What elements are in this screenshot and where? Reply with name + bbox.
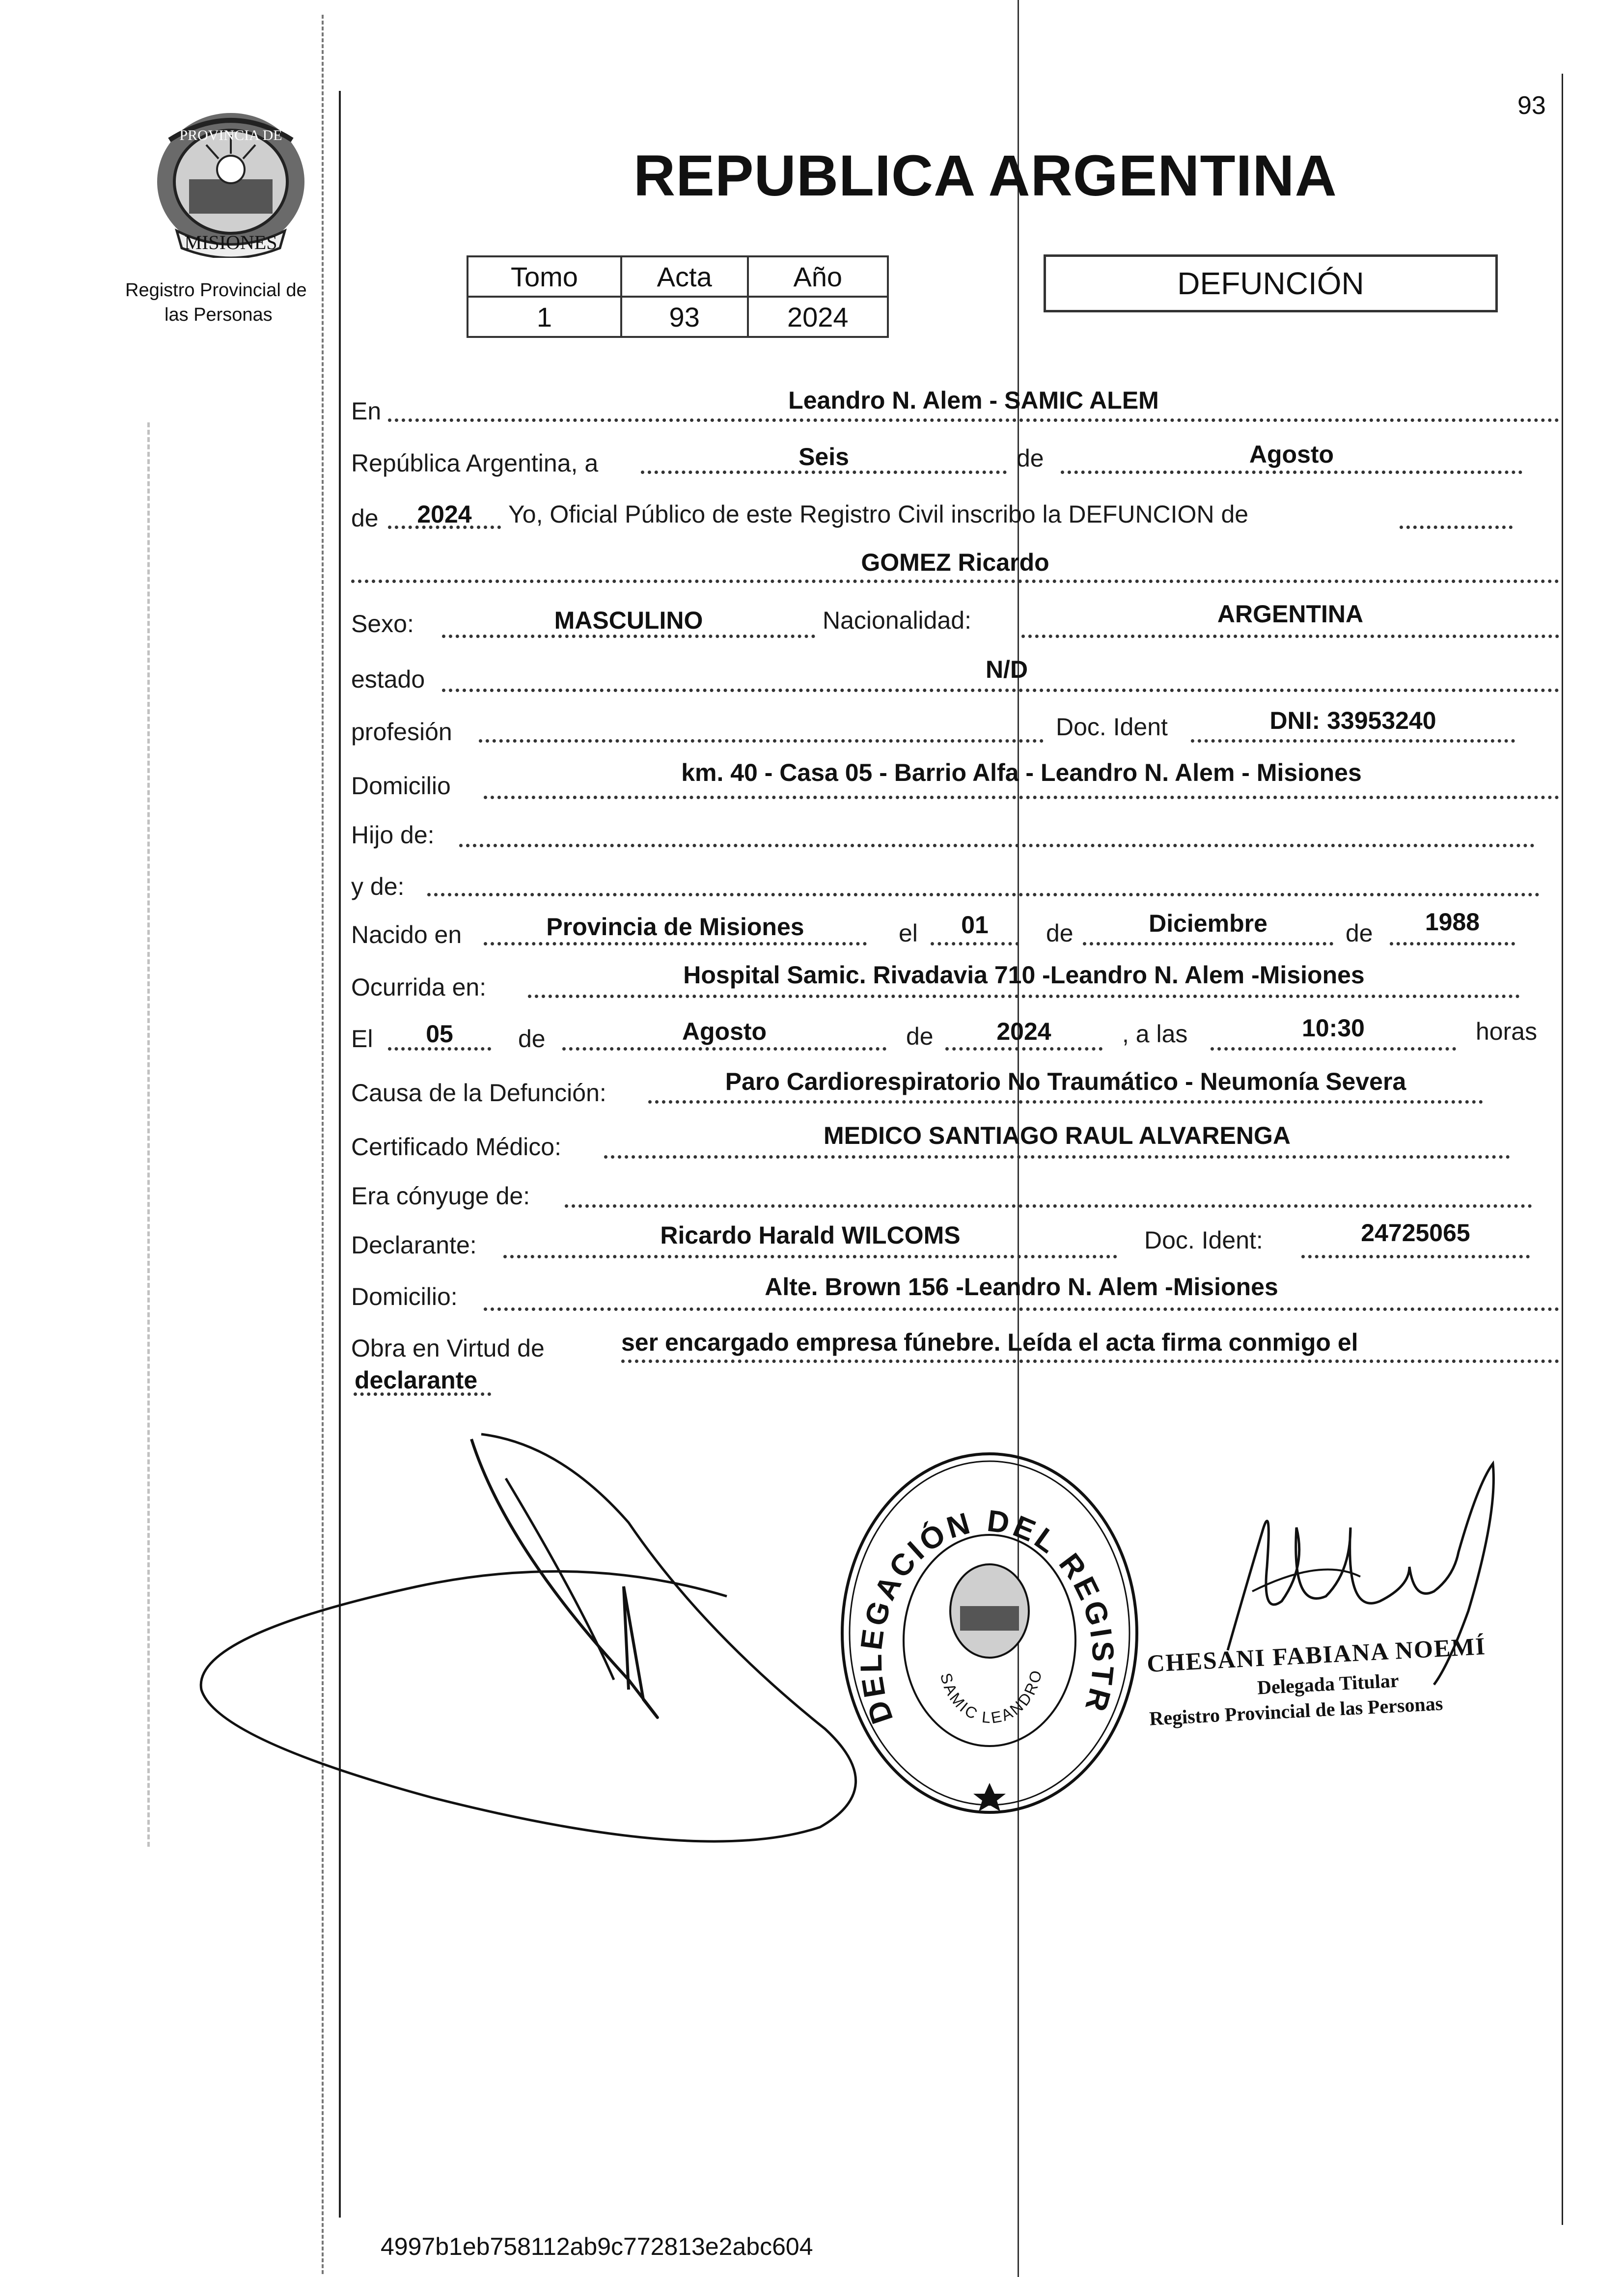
left-margin-rule: [339, 91, 341, 2218]
label-horas: horas: [1476, 1018, 1538, 1045]
label-de-birth-year: de: [1346, 919, 1373, 947]
ocurrida-value: Hospital Samic. Rivadavia 710 -Leandro N. Alem -Misiones: [683, 961, 1365, 989]
dotted-line: [479, 739, 1044, 743]
dotted-line: [528, 995, 1520, 998]
stamp-name: CHESANI FABIANA NOEMÍ: [1146, 1632, 1487, 1678]
label-a-las: , a las: [1122, 1020, 1188, 1048]
death-month: Agosto: [682, 1018, 767, 1045]
dotted-line: [388, 418, 1559, 422]
anio-value: 2024: [748, 297, 888, 337]
tomo-acta-table: [467, 255, 889, 338]
causa-value: Paro Cardiorespiratorio No Traumático - Neumonía Severa: [725, 1068, 1406, 1095]
dotted-line: [1400, 526, 1513, 529]
declarante-doc: 24725065: [1361, 1219, 1470, 1247]
label-sexo: Sexo:: [351, 610, 414, 638]
label-causa: Causa de la Defunción:: [351, 1079, 606, 1107]
certificado-value: MEDICO SANTIAGO RAUL ALVARENGA: [824, 1122, 1291, 1149]
stamp-org: Registro Provincial de las Personas: [1149, 1692, 1444, 1730]
place-value: Leandro N. Alem - SAMIC ALEM: [788, 387, 1159, 414]
label-de-death-year: de: [906, 1023, 934, 1050]
label-nacionalidad: Nacionalidad:: [823, 607, 971, 634]
label-certificado: Certificado Médico:: [351, 1133, 561, 1161]
label-de-year: de: [351, 504, 379, 532]
label-nacido-en: Nacido en: [351, 921, 462, 948]
dotted-line: [931, 942, 1019, 945]
label-profesion: profesión: [351, 718, 452, 746]
record-type: DEFUNCIÓN: [1177, 266, 1364, 301]
page-title: REPUBLICA ARGENTINA: [633, 143, 1337, 208]
dotted-line: [459, 844, 1535, 847]
death-day: 05: [426, 1020, 453, 1048]
dotted-line: [562, 1047, 886, 1051]
dotted-line: [1390, 942, 1515, 945]
declarante-name: Ricardo Harald WILCOMS: [660, 1222, 961, 1249]
acta-header: Acta: [621, 256, 748, 297]
declarant-signature: [187, 1424, 923, 1891]
obra-value: ser encargado empresa fúnebre. Leída el acta firma conmigo el: [621, 1329, 1358, 1356]
label-doc-ident-declarante: Doc. Ident:: [1144, 1226, 1263, 1254]
left-dashed-rule: [322, 15, 324, 2274]
seal-ring-text: DELEGACIÓN DEL REGISTR: [854, 1503, 1120, 1728]
label-y-de: y de:: [351, 873, 405, 900]
estado-value: N/D: [985, 656, 1028, 683]
label-de: de: [1017, 444, 1044, 472]
acta-value: 93: [621, 297, 748, 337]
doc-value: DNI: 33953240: [1269, 707, 1436, 734]
province-logo: [147, 106, 314, 258]
label-hijo-de: Hijo de:: [351, 821, 435, 849]
dotted-line: [503, 1255, 1117, 1258]
dotted-line: [565, 1204, 1532, 1208]
dotted-line: [442, 689, 1559, 692]
stamp-role: Delegada Titular: [1257, 1669, 1400, 1699]
label-estado: estado: [351, 666, 425, 693]
page-number: 93: [1517, 91, 1546, 120]
dotted-line: [641, 471, 1007, 474]
label-de-birth-month: de: [1046, 919, 1073, 947]
dotted-line: [484, 1307, 1559, 1311]
dotted-line: [1301, 1255, 1530, 1258]
label-El: El: [351, 1025, 373, 1053]
birth-day: 01: [961, 911, 989, 939]
death-time: 10:30: [1302, 1014, 1365, 1042]
nacionalidad-value: ARGENTINA: [1217, 600, 1364, 628]
label-en: En: [351, 397, 382, 425]
dotted-line: [442, 635, 815, 638]
dotted-line: [351, 580, 1559, 583]
dotted-line: [604, 1155, 1510, 1159]
tomo-value: 1: [468, 297, 621, 337]
dotted-line: [621, 1360, 1559, 1363]
label-oficial: Yo, Oficial Público de este Registro Civil inscribo la DEFUNCION de: [508, 500, 1249, 528]
dotted-line: [1083, 942, 1333, 945]
dotted-line: [1191, 739, 1515, 743]
month-value: Agosto: [1249, 441, 1334, 468]
deceased-name: GOMEZ Ricardo: [861, 549, 1049, 576]
right-margin-rule: [1562, 74, 1563, 2225]
label-domicilio-declarante: Domicilio:: [351, 1283, 458, 1310]
dotted-line: [484, 942, 867, 945]
label-declarante: Declarante:: [351, 1231, 477, 1259]
org-name-line2: las Personas: [165, 305, 273, 325]
label-el: el: [899, 919, 918, 947]
dotted-line: [427, 893, 1540, 896]
dotted-line: [945, 1047, 1102, 1051]
logo-top-text: PROVINCIA DE: [179, 127, 282, 143]
dotted-line: [388, 1047, 491, 1051]
domicilio-value: km. 40 - Casa 05 - Barrio Alfa - Leandro N. Alem - Misiones: [681, 759, 1362, 786]
obra-value-line2: declarante: [355, 1366, 478, 1394]
label-obra: Obra en Virtud de: [351, 1334, 545, 1362]
death-year: 2024: [996, 1018, 1051, 1045]
dotted-line: [484, 796, 1559, 799]
birth-month: Diciembre: [1149, 910, 1267, 937]
dotted-line: [1061, 471, 1522, 474]
label-ocurrida-en: Ocurrida en:: [351, 973, 487, 1001]
day-word: Seis: [798, 443, 849, 471]
seal-inner-text: SAMIC LEANDRO: [936, 1667, 1046, 1727]
dotted-line: [1021, 635, 1559, 638]
label-domicilio: Domicilio: [351, 772, 451, 800]
label-conyuge: Era cónyuge de:: [351, 1182, 530, 1210]
label-doc-ident: Doc. Ident: [1056, 713, 1168, 741]
label-republica: República Argentina, a: [351, 449, 599, 477]
org-name-line1: Registro Provincial de: [125, 280, 307, 301]
document-hash: 4997b1eb758112ab9c772813e2abc604: [381, 2233, 813, 2260]
logo-bottom-text: MISIONES: [184, 231, 277, 253]
label-de-death-month: de: [518, 1025, 546, 1053]
registry-seal: [835, 1444, 1144, 1822]
sexo-value: MASCULINO: [554, 607, 703, 634]
dotted-line: [648, 1100, 1483, 1104]
anio-header: Año: [748, 256, 888, 297]
dotted-line: [1211, 1047, 1456, 1051]
declarante-domicilio: Alte. Brown 156 -Leandro N. Alem -Misiones: [765, 1273, 1278, 1301]
record-type-box: [1044, 254, 1498, 312]
year-value: 2024: [417, 500, 472, 528]
margin-marks: [147, 422, 154, 1847]
tomo-header: Tomo: [468, 256, 621, 297]
nacido-en-value: Provincia de Misiones: [546, 913, 804, 941]
birth-year: 1988: [1425, 908, 1480, 936]
